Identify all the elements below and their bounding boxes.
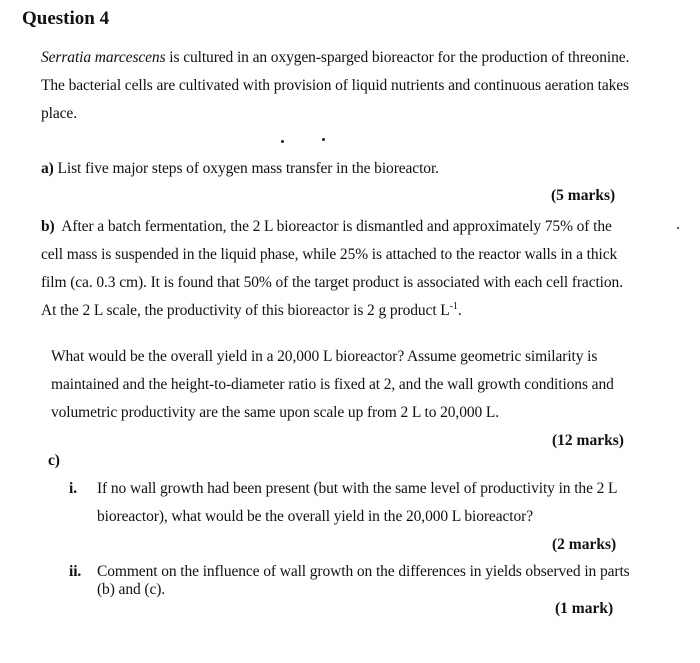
part-b-marks: (12 marks) (552, 432, 624, 449)
part-c-i-line-2: bioreactor), what would be the overall yield in the 20,000 L bioreactor? (97, 508, 533, 525)
part-c-i-label: i. (69, 480, 77, 497)
part-c-ii-line-2: (b) and (c). (97, 581, 166, 598)
part-b-line-2: cell mass is suspended in the liquid phase, while 25% is attached to the reactor walls in a thick (41, 246, 618, 263)
intro-line-2: The bacterial cells are cultivated with provision of liquid nutrients and continuous aeration takes (41, 77, 629, 94)
part-a-text: List five major steps of oxygen mass transfer in the bioreactor. (57, 160, 439, 177)
part-a-label: a) (41, 160, 54, 177)
part-c-i-line-1: If no wall growth had been present (but with the same level of productivity in the 2 L (97, 480, 618, 497)
part-b-line-1-text: After a batch fermentation, the 2 L bioreactor is dismantled and approximately 75% of the (61, 218, 612, 235)
part-b-line-4-main: At the 2 L scale, the productivity of this bioreactor is 2 g product L (41, 302, 450, 319)
part-a-marks: (5 marks) (551, 187, 616, 204)
organism-name: Serratia marcescens (41, 49, 166, 66)
part-b-line-4-end: . (457, 302, 462, 319)
intro-line-1-rest: is cultured in an oxygen-sparged bioreactor for the production of threonine. (165, 49, 630, 66)
part-b-line-3: film (ca. 0.3 cm). It is found that 50% of the target product is associated with each cell fraction. (41, 274, 623, 291)
part-b-question-line-1: What would be the overall yield in a 20,000 L bioreactor? Assume geometric similarity is (51, 348, 598, 365)
part-c-label: c) (48, 452, 60, 469)
part-c-ii-line-1: Comment on the influence of wall growth on the differences in yields observed in parts (97, 563, 630, 580)
part-c-ii-marks: (1 mark) (555, 600, 614, 617)
question-title: Question 4 (22, 8, 110, 29)
intro-line-1 (41, 49, 629, 67)
stray-mark (322, 138, 325, 141)
part-b-line-4-superscript: -1 (449, 301, 458, 312)
intro-line-3: place. (41, 105, 77, 122)
stray-mark (677, 227, 679, 229)
part-b-question-line-2: maintained and the height-to-diameter ratio is fixed at 2, and the wall growth conditions and (51, 376, 614, 393)
part-b-line-1 (41, 218, 612, 236)
part-b-question-line-3: volumetric productivity are the same upon scale up from 2 L to 20,000 L. (51, 404, 500, 421)
part-b-line-4 (41, 302, 462, 320)
part-a-question (41, 160, 439, 178)
part-c-i-marks: (2 marks) (552, 536, 617, 553)
stray-mark (281, 140, 284, 143)
part-c-ii-label: ii. (69, 563, 82, 580)
part-b-label: b) (41, 218, 55, 235)
